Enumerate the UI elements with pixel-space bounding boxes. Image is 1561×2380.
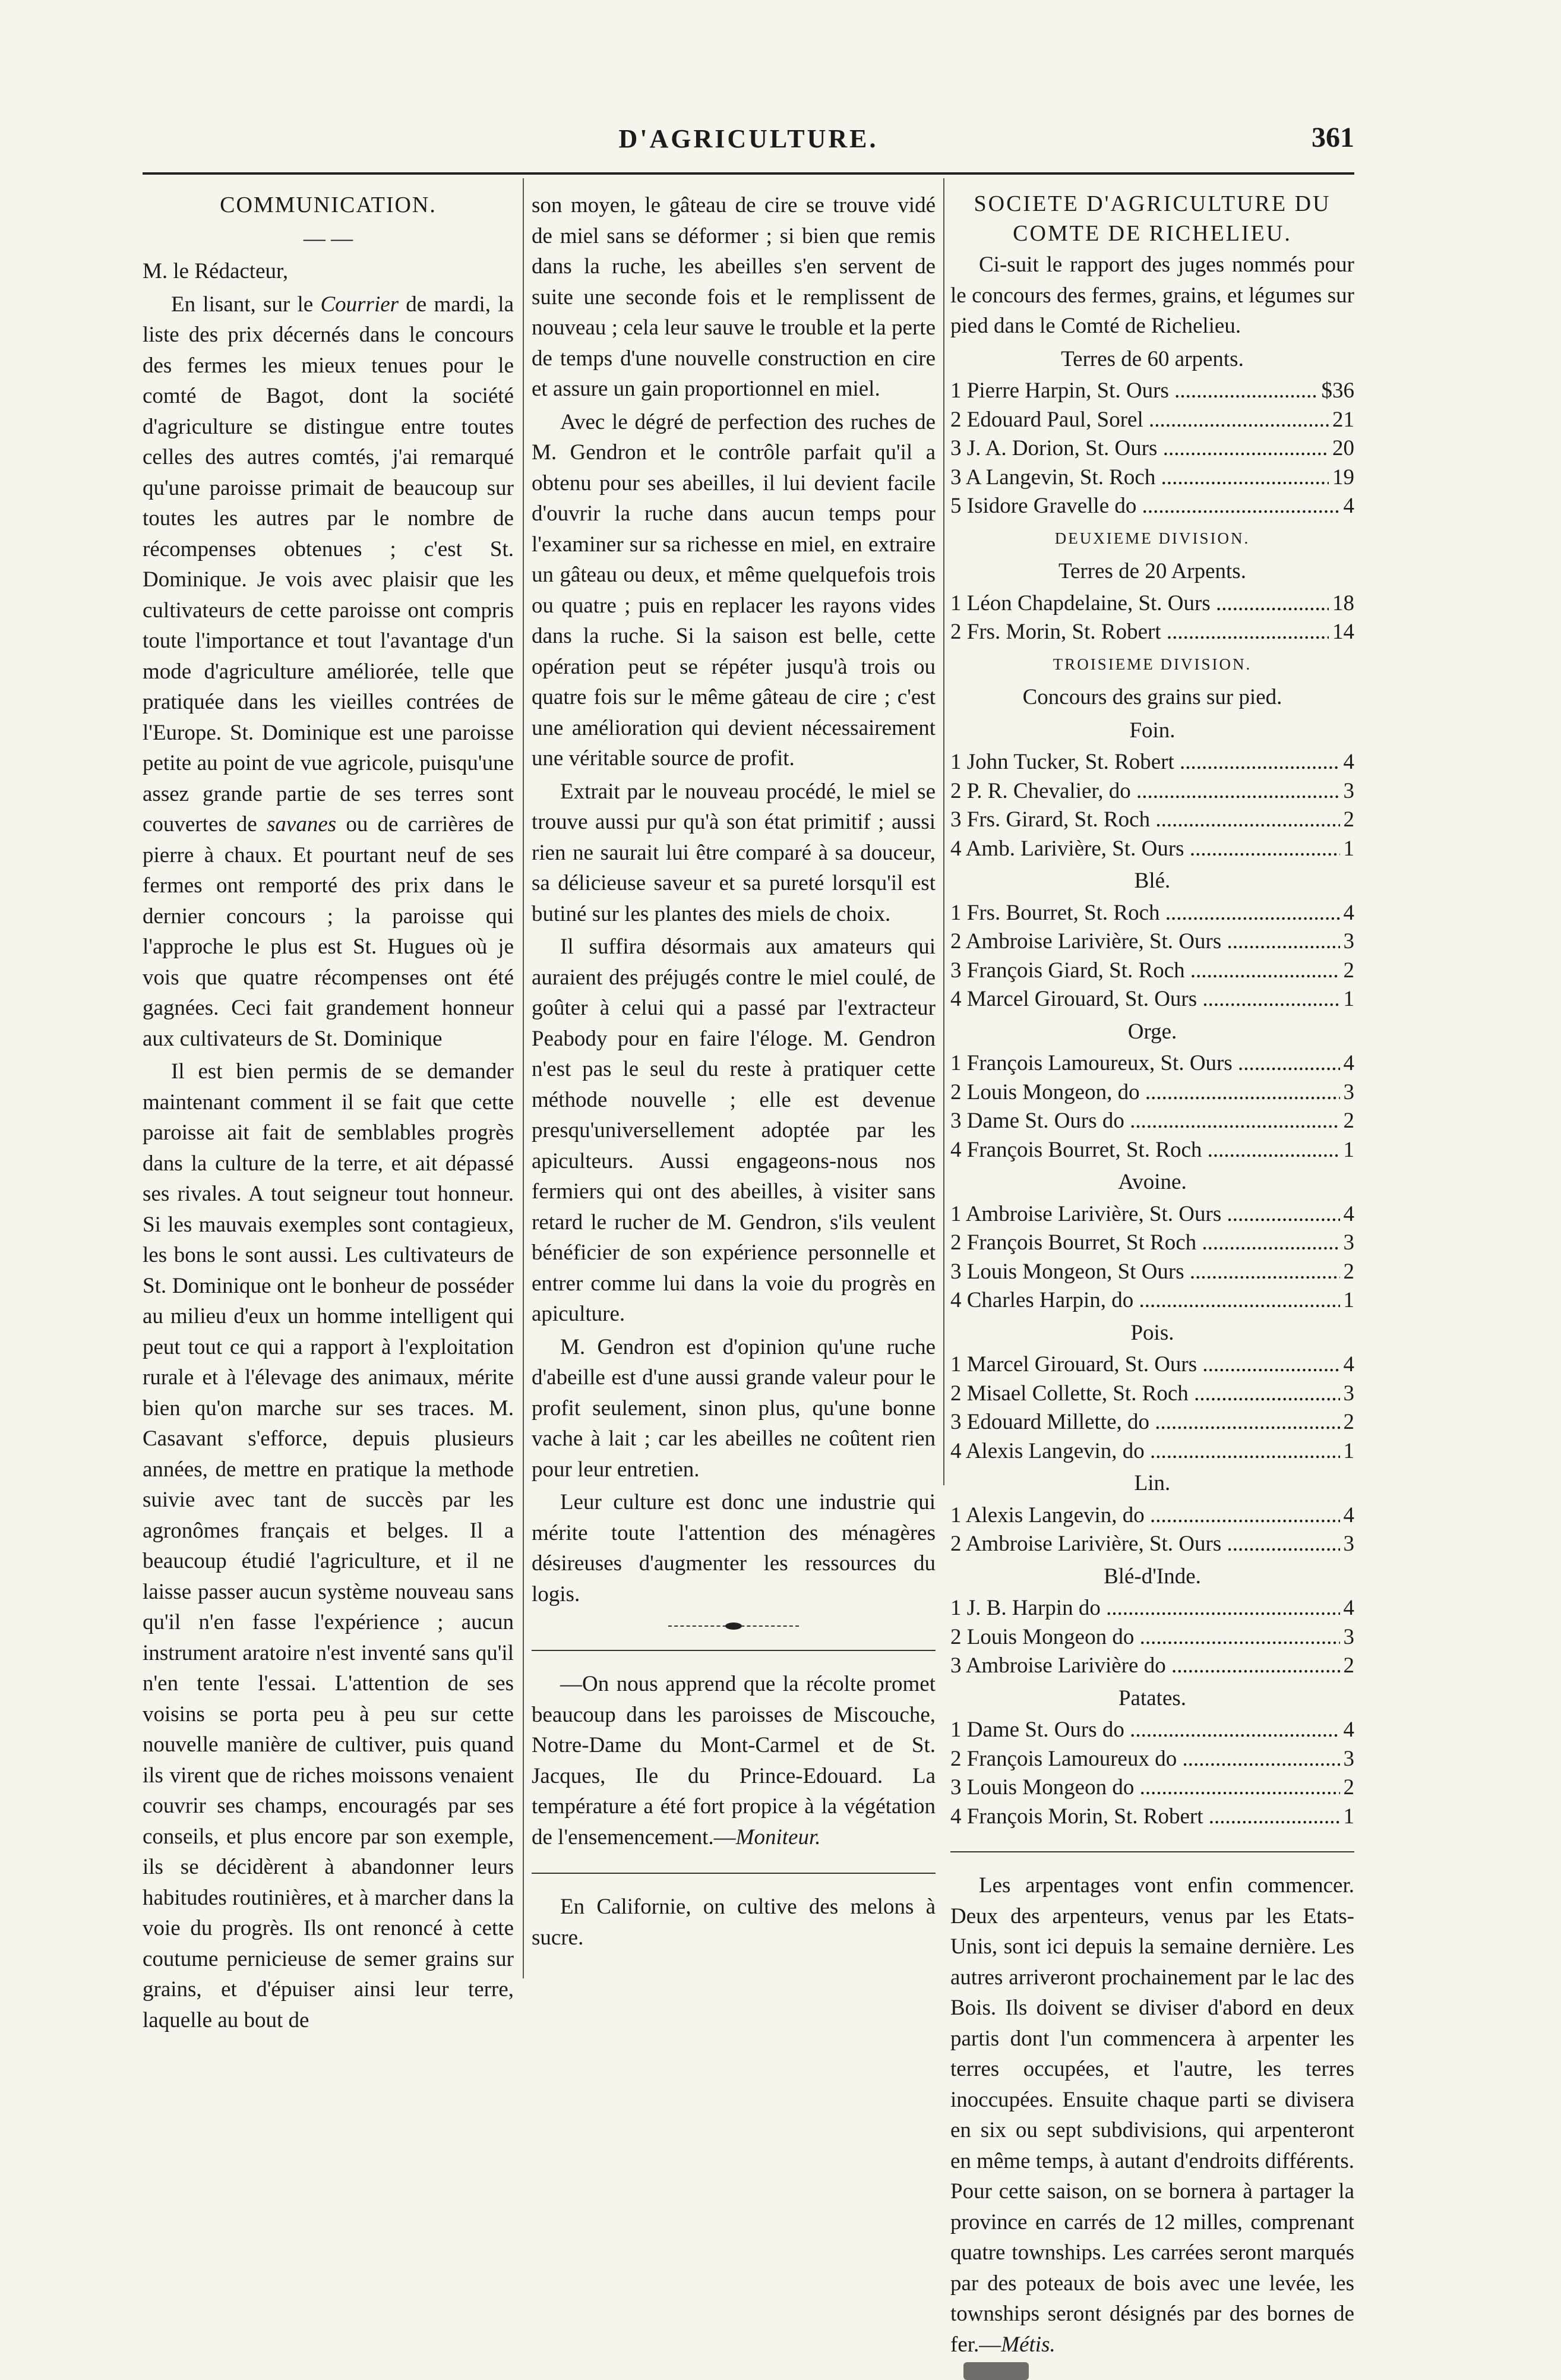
entry-name: 3 J. A. Dorion, St. Ours ..... xyxy=(950,434,1329,463)
society-title-line-2: COMTE DE RICHELIEU. xyxy=(1013,221,1292,246)
crop-group xyxy=(950,1049,1354,1164)
result-entry xyxy=(950,1437,1354,1466)
crop-heading: Orge. xyxy=(1127,1019,1177,1044)
salutation: M. le Rédacteur, xyxy=(143,259,289,283)
entry-name: 4 Charles Harpin, do ..... xyxy=(950,1286,1340,1315)
apiculture-paragraph-4: Il suffira désormais aux amateurs qui auraient des préjugés contre le miel coulé, de goûter à celui qui a passé par l'extracteur Peabody pour en faire l'éloge. M. Gendron n'est pas le seul du reste à pratiquer cette méthode nouvelle ; elle est devenue presqu'universellement adoptée par les apiculteurs. Aussi engageons-nous nos fermiers qui ont des abeilles, à visiter sans retard le rucher de M. Gendron, s'ils veulent bénéficier de son expérience personnelle et entrer comme lui dans la voie du progrès en apiculture. xyxy=(532,935,936,1326)
column-communication xyxy=(143,190,514,2038)
entry-amount: 1 xyxy=(1343,1288,1354,1312)
column-societe xyxy=(950,190,1354,2380)
entry-name: 2 Misael Collette, St. Roch ..... xyxy=(950,1380,1340,1409)
result-entry xyxy=(950,1229,1354,1258)
entry-amount: 18 xyxy=(1332,591,1354,615)
column-apiculture xyxy=(532,190,936,1955)
entry-name: 1 Alexis Langevin, do ..... xyxy=(950,1501,1340,1530)
result-entry xyxy=(950,1773,1354,1803)
courrier-title: Courrier xyxy=(320,292,399,317)
communication-heading: COMMUNICATION. xyxy=(220,192,437,217)
separator-rule xyxy=(532,1650,936,1651)
entry-name: 3 Edouard Millette, do ..... xyxy=(950,1408,1340,1437)
crop-results xyxy=(950,715,1354,1832)
result-entry xyxy=(950,1408,1354,1437)
entry-amount: 4 xyxy=(1343,750,1354,774)
entry-amount: 2 xyxy=(1343,1259,1354,1284)
section-grains-sur-pied: Concours des grains sur pied. xyxy=(1022,685,1282,709)
metis-source: Métis. xyxy=(1001,2332,1056,2357)
entry-amount: 2 xyxy=(1343,1775,1354,1800)
entry-amount: 3 xyxy=(1343,1532,1354,1556)
entry-amount: 4 xyxy=(1343,494,1354,518)
entry-amount: 4 xyxy=(1343,1596,1354,1620)
result-entry xyxy=(950,1200,1354,1229)
division-troisieme: TROISIEME DIVISION. xyxy=(1053,655,1252,673)
entry-name: 2 Ambroise Larivière, St. Ours ..... xyxy=(950,927,1340,957)
result-entry xyxy=(950,1745,1354,1774)
section-terres-20: Terres de 20 Arpents. xyxy=(1058,559,1246,583)
result-entry xyxy=(950,777,1354,806)
crop-heading: Lin. xyxy=(1134,1471,1171,1495)
entry-name: 4 François Morin, St. Robert ..... xyxy=(950,1803,1340,1832)
news-californie: En Californie, on cultive des melons à sucre. xyxy=(532,1895,936,1950)
crop-heading: Blé. xyxy=(1134,869,1171,893)
result-entry xyxy=(950,1623,1354,1652)
society-title-line-1: SOCIETE D'AGRICULTURE DU xyxy=(974,191,1331,216)
column-rule-left xyxy=(523,178,524,1978)
news-recolte: —On nous apprend que la récolte promet beaucoup dans les paroisses de Miscouche, Notre-Dame du Mont-Carmel et de St. Jacques, Ile du Prince-Edouard. La température a été fort propice à la végétation de l'ensemencement.—Moniteur. xyxy=(532,1672,936,1849)
communication-paragraph-1: En lisant, sur le Courrier de mardi, la liste des prix décernés dans le concours des fermes les mieux tenues pour le comté de Bagot, dont la société d'agriculture se distingue entre toutes celles des autres comtés, j'ai remarqué qu'une paroisse primait de beaucoup sur toutes les autres par le nombre de récompenses obtenues ; c'est St. Dominique. Je vois avec plaisir que les cultivateurs de cette paroisse ont compris toute l'importance et tout l'avantage d'un mode d'agriculture améliorée, telle que pratiquée dans les vieilles contrées de l'Europe. St. Dominique est une paroisse petite au point de vue agricole, puisqu'une assez grande partie de ses terres sont couvertes de savanes ou de carrières de pierre à chaux. Et pourtant neuf de ses fermes ont remporté des prix dans le dernier concours ; la paroisse qui l'approche le plus est St. Hugues où je vois que quatre récompenses ont été gagnées. Ceci fait grandement honneur aux cultivateurs de St. Dominique xyxy=(143,292,514,1051)
entry-amount: 4 xyxy=(1343,1201,1354,1226)
entry-name: 3 Ambroise Larivière do ..... xyxy=(950,1652,1340,1681)
entry-name: 1 John Tucker, St. Robert ..... xyxy=(950,748,1340,777)
result-entry xyxy=(950,957,1354,986)
entry-name: 3 Louis Mongeon do ..... xyxy=(950,1773,1340,1803)
entry-name: 2 Edouard Paul, Sorel ..... xyxy=(950,406,1329,435)
result-entry xyxy=(950,899,1354,928)
crop-group xyxy=(950,899,1354,1014)
result-entry xyxy=(950,589,1354,618)
separator-rule-3 xyxy=(950,1851,1354,1852)
entry-amount: 4 xyxy=(1343,900,1354,925)
result-entry xyxy=(950,1803,1354,1832)
section-terres-60: Terres de 60 arpents. xyxy=(1061,346,1244,371)
results-terres-60 xyxy=(950,377,1354,521)
entry-amount: $36 xyxy=(1321,378,1354,403)
entry-name: 1 Marcel Girouard, St. Ours ..... xyxy=(950,1350,1340,1380)
savanes-word: savanes xyxy=(267,812,337,837)
entry-name: 1 J. B. Harpin do ..... xyxy=(950,1594,1340,1623)
apiculture-paragraph-1: son moyen, le gâteau de cire se trouve vidé de miel sans se déformer ; si bien que remis dans la ruche, les abeilles s'en servent de suite une seconde fois et le remplissent de nouveau ; cela leur sauve le trouble et la perte de temps d'une nouvelle construction en cire et assure un gain proportionnel en miel. xyxy=(532,193,936,401)
crop-heading: Avoine. xyxy=(1118,1170,1187,1194)
entry-amount: 3 xyxy=(1343,1230,1354,1255)
entry-amount: 2 xyxy=(1343,1109,1354,1133)
result-entry xyxy=(950,1530,1354,1559)
entry-name: 4 Marcel Girouard, St. Ours ..... xyxy=(950,985,1340,1014)
entry-amount: 3 xyxy=(1343,1079,1354,1104)
entry-amount: 21 xyxy=(1332,407,1354,432)
moniteur-source: Moniteur. xyxy=(735,1825,821,1849)
separator-rule-2 xyxy=(532,1873,936,1874)
crop-group xyxy=(950,1594,1354,1681)
entry-amount: 3 xyxy=(1343,1624,1354,1649)
result-entry xyxy=(950,406,1354,435)
crop-group xyxy=(950,1501,1354,1559)
result-entry xyxy=(950,377,1354,406)
crop-heading: Patates. xyxy=(1118,1685,1187,1710)
result-entry xyxy=(950,618,1354,647)
result-entry xyxy=(950,1286,1354,1315)
entry-amount: 3 xyxy=(1343,1381,1354,1406)
division-deuxieme: DEUXIEME DIVISION. xyxy=(1054,529,1250,547)
result-entry xyxy=(950,1652,1354,1681)
entry-name: 3 Louis Mongeon, St Ours ..... xyxy=(950,1258,1340,1287)
crop-group xyxy=(950,1350,1354,1466)
society-intro: Ci-suit le rapport des juges nommés pour le concours des fermes, grains, et légumes sur pied dans le Comté de Richelieu. xyxy=(950,252,1354,338)
apiculture-paragraph-2: Avec le dégré de perfection des ruches de M. Gendron et le contrôle parfait qu'il a obtenu pour ses abeilles, il lui devient facile d'ouvrir la ruche dans aucun temps pour l'examiner sur sa richesse en miel, en extraire un gâteau ou deux, et même quelquefois trois ou quatre ; puis en replacer les rayons vides dans la ruche. Si la saison est belle, cette opération peut se répéter jusqu'à trois ou quatre fois sur le même gâteau de cire ; c'est une amélioration qui devient nécessairement une véritable source de profit. xyxy=(532,409,936,771)
running-title: D'AGRICULTURE. xyxy=(618,124,879,153)
communication-paragraph-2: Il est bien permis de se demander maintenant comment il se fait que cette paroisse ait fait de semblables progrès dans la culture de la terre, et ait dépassé ses rivales. A tout seigneur tout honneur. Si les mauvais exemples sont contagieux, les bons le sont aussi. Les cultivateurs de St. Dominique ont le bonheur de posséder au milieu d'eux un homme intelligent qui peut tout ce qui a rapport à l'exploitation rurale et à l'élevage des animaux, mérite bien qu'on marche sur ses traces. M. Casavant s'efforce, depuis plusieurs années, de mettre en pratique la methode suivie avec tant de succès par les agronômes français et belges. Il a beaucoup étudié l'agriculture, et il ne laisse passer aucun système nouveau sans qu'il n'en fasse l'expérience ; aucun instrument aratoire n'est inventé sans qu'il n'en tente l'essai. L'attention de ses voisins se porta peu à peu sur cette nouvelle manière de cultiver, puis quand ils virent que de riches moissons venaient couvrir ses champs, encouragés par ses conseils, et plus encore par son exemple, ils se décidèrent à abandonner leurs habitudes routinières, et à marcher dans la voie du progrès. Ils ont renoncé à cette coutume pernicieuse de semer grains sur grains, et d'épuiser ainsi leur terre, laquelle au bout de xyxy=(143,1059,514,2032)
entry-amount: 2 xyxy=(1343,1410,1354,1434)
entry-name: 5 Isidore Gravelle do ..... xyxy=(950,492,1340,521)
entry-amount: 19 xyxy=(1332,465,1354,490)
result-entry xyxy=(950,1380,1354,1409)
entry-amount: 2 xyxy=(1343,958,1354,983)
apiculture-paragraph-3: Extrait par le nouveau procédé, le miel se trouve aussi pur qu'à son état primitif ; aussi rien ne saurait lui être comparé à sa douceur, sa délicieuse saveur et sa pureté lorsqu'il est butiné sur les plantes des miels de choix. xyxy=(532,779,936,926)
entry-amount: 4 xyxy=(1343,1352,1354,1377)
result-entry xyxy=(950,492,1354,521)
entry-amount: 14 xyxy=(1332,620,1354,644)
entry-name: 2 François Bourret, St Roch ..... xyxy=(950,1229,1340,1258)
result-entry xyxy=(950,1594,1354,1623)
crop-heading: Foin. xyxy=(1129,718,1176,743)
entry-amount: 1 xyxy=(1343,1438,1354,1463)
entry-name: 3 Frs. Girard, St. Roch ..... xyxy=(950,806,1340,835)
entry-amount: 20 xyxy=(1332,436,1354,460)
entry-name: 2 Louis Mongeon, do ..... xyxy=(950,1078,1340,1107)
result-entry xyxy=(950,1716,1354,1745)
entry-name: 4 François Bourret, St. Roch ..... xyxy=(950,1136,1340,1165)
entry-amount: 4 xyxy=(1343,1503,1354,1527)
entry-name: 3 François Giard, St. Roch ..... xyxy=(950,957,1340,986)
column-rule-right xyxy=(943,178,944,1485)
result-entry xyxy=(950,835,1354,864)
entry-amount: 2 xyxy=(1343,807,1354,832)
entry-name: 2 Ambroise Larivière, St. Ours ..... xyxy=(950,1530,1340,1559)
entry-name: 1 Pierre Harpin, St. Ours ..... xyxy=(950,377,1318,406)
entry-amount: 4 xyxy=(1343,1718,1354,1742)
results-terres-20 xyxy=(950,589,1354,647)
result-entry xyxy=(950,1049,1354,1078)
result-entry xyxy=(950,985,1354,1014)
apiculture-paragraph-5: M. Gendron est d'opinion qu'une ruche d'abeille est d'une aussi grande valeur pour le profit seulement, sinon plus, qu'une bonne vache à lait ; car les abeilles ne coûtent rien pour leur entretien. xyxy=(532,1334,936,1482)
entry-amount: 3 xyxy=(1343,929,1354,954)
result-entry xyxy=(950,1350,1354,1380)
result-entry xyxy=(950,463,1354,493)
news-arpentages: Les arpentages vont enfin commencer. Deux des arpenteurs, venus par les Etats-Unis, sont ici depuis la semaine dernière. Les autres arriveront prochainement par le lac des Bois. Ils doivent se diviser d'abord en deux partis dont l'un commencera à arpenter les terres occupées, et l'autre, les terres inoccupées. Ensuite chaque parti se divisera en six ou sept subdivisions, qui arpenteront en même temps, à autant d'endroits différents. Pour cette saison, on se bornera à partager la province en carrés de 12 milles, comprenant quatre townships. Les carrées seront marqués par des poteaux de bois avec une levée, les townships seront désignés par des bornes de fer.—Métis. xyxy=(950,1873,1355,2357)
entry-name: 2 François Lamoureux do ..... xyxy=(950,1745,1340,1774)
entry-amount: 2 xyxy=(1343,1653,1354,1678)
ink-blot xyxy=(963,2362,1029,2380)
result-entry xyxy=(950,1136,1354,1165)
result-entry xyxy=(950,1258,1354,1287)
result-entry xyxy=(950,1501,1354,1530)
entry-amount: 4 xyxy=(1343,1051,1354,1075)
ornament-divider xyxy=(668,1623,799,1630)
heading-dash: — — xyxy=(303,226,353,251)
entry-amount: 1 xyxy=(1343,836,1354,861)
result-entry xyxy=(950,1107,1354,1136)
entry-amount: 1 xyxy=(1343,1137,1354,1162)
crop-heading: Blé-d'Inde. xyxy=(1104,1564,1201,1589)
entry-name: 3 A Langevin, St. Roch ..... xyxy=(950,463,1329,493)
entry-name: 1 François Lamoureux, St. Ours ..... xyxy=(950,1049,1340,1078)
result-entry xyxy=(950,927,1354,957)
apiculture-paragraph-6: Leur culture est donc une industrie qui mérite toute l'attention des ménagères désireuses d'augmenter les ressources du logis. xyxy=(532,1490,936,1606)
crop-heading: Pois. xyxy=(1130,1320,1174,1345)
entry-name: 1 Frs. Bourret, St. Roch ..... xyxy=(950,899,1340,928)
entry-amount: 1 xyxy=(1343,1804,1354,1829)
crop-group xyxy=(950,1716,1354,1831)
result-entry xyxy=(950,434,1354,463)
entry-name: 2 Louis Mongeon do ..... xyxy=(950,1623,1340,1652)
entry-amount: 3 xyxy=(1343,778,1354,803)
running-head xyxy=(143,119,1354,175)
entry-name: 1 Dame St. Ours do ..... xyxy=(950,1716,1340,1745)
entry-name: 1 Léon Chapdelaine, St. Ours ..... xyxy=(950,589,1329,618)
entry-name: 3 Dame St. Ours do ..... xyxy=(950,1107,1340,1136)
entry-name: 2 P. R. Chevalier, do ..... xyxy=(950,777,1340,806)
entry-name: 1 Ambroise Larivière, St. Ours ..... xyxy=(950,1200,1340,1229)
result-entry xyxy=(950,1078,1354,1107)
entry-name: 4 Amb. Larivière, St. Ours ..... xyxy=(950,835,1340,864)
crop-group xyxy=(950,748,1354,863)
entry-amount: 3 xyxy=(1343,1746,1354,1771)
result-entry xyxy=(950,806,1354,835)
entry-amount: 1 xyxy=(1343,987,1354,1011)
entry-name: 4 Alexis Langevin, do ..... xyxy=(950,1437,1340,1466)
crop-group xyxy=(950,1200,1354,1315)
result-entry xyxy=(950,748,1354,777)
entry-name: 2 Frs. Morin, St. Robert ..... xyxy=(950,618,1329,647)
page-number: 361 xyxy=(1312,122,1354,153)
